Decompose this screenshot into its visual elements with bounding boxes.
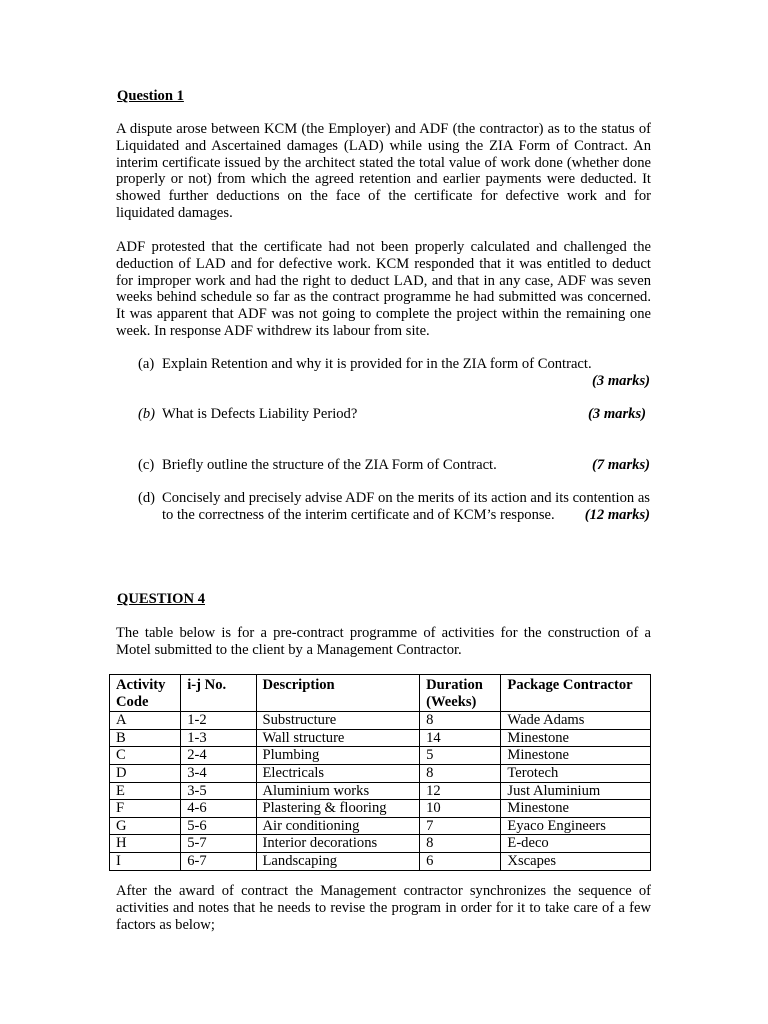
cell-description: Landscaping bbox=[256, 852, 420, 870]
question-1-paragraph-1: A dispute arose between KCM (the Employer) and ADF (the contractor) as to the status of Liquidated and Ascertained damages (LAD) while using the ZIA Form of Contract. An interim certificate issued by the architect stated the total value of work done (whether done properly or not) from which the agreed retention and earlier payments were deducted. It showed further deductions on the face of the certificate for defective work and for liquidated damages. bbox=[116, 121, 651, 221]
table-row bbox=[110, 782, 651, 800]
cell-ij: 1-3 bbox=[181, 729, 256, 747]
question-4-intro: The table below is for a pre-contract programme of activities for the construction of a Motel submitted to the client by a Management Contractor. bbox=[116, 625, 651, 658]
table-row bbox=[110, 835, 651, 853]
cell-code: E bbox=[110, 782, 181, 800]
cell-description: Wall structure bbox=[256, 729, 420, 747]
cell-code: I bbox=[110, 852, 181, 870]
cell-duration: 8 bbox=[420, 712, 501, 730]
cell-ij: 1-2 bbox=[181, 712, 256, 730]
cell-duration: 6 bbox=[420, 852, 501, 870]
question-1-item-a bbox=[138, 356, 650, 390]
cell-ij: 6-7 bbox=[181, 852, 256, 870]
cell-ij: 5-7 bbox=[181, 835, 256, 853]
item-label: (d) bbox=[138, 490, 156, 506]
cell-code: D bbox=[110, 764, 181, 782]
cell-contractor: Eyaco Engineers bbox=[501, 817, 651, 835]
cell-duration: 14 bbox=[420, 729, 501, 747]
cell-ij: 3-5 bbox=[181, 782, 256, 800]
cell-description: Electricals bbox=[256, 764, 420, 782]
cell-contractor: E-deco bbox=[501, 835, 651, 853]
cell-contractor: Minestone bbox=[501, 729, 651, 747]
cell-contractor: Terotech bbox=[501, 764, 651, 782]
table-row bbox=[110, 852, 651, 870]
cell-ij: 3-4 bbox=[181, 764, 256, 782]
item-marks: (7 marks) bbox=[592, 457, 650, 473]
cell-contractor: Xscapes bbox=[501, 852, 651, 870]
item-text: Explain Retention and why it is provided for in the ZIA form of Contract. bbox=[162, 356, 592, 372]
cell-contractor: Minestone bbox=[501, 800, 651, 818]
header-ij-no: i-j No. bbox=[181, 675, 256, 712]
cell-code: G bbox=[110, 817, 181, 835]
cell-description: Substructure bbox=[256, 712, 420, 730]
header-package-contractor: Package Contractor bbox=[501, 675, 651, 712]
header-duration: Duration (Weeks) bbox=[420, 675, 501, 712]
item-marks: (12 marks) bbox=[584, 506, 650, 523]
question-1-item-b bbox=[138, 406, 650, 423]
cell-description: Plumbing bbox=[256, 747, 420, 765]
cell-code: C bbox=[110, 747, 181, 765]
question-1-item-c bbox=[138, 457, 650, 474]
cell-description: Aluminium works bbox=[256, 782, 420, 800]
cell-description: Air conditioning bbox=[256, 817, 420, 835]
cell-ij: 2-4 bbox=[181, 747, 256, 765]
table-row bbox=[110, 712, 651, 730]
item-text: Briefly outline the structure of the ZIA Form of Contract. bbox=[162, 457, 497, 473]
programme-table bbox=[109, 674, 651, 871]
cell-code: H bbox=[110, 835, 181, 853]
cell-contractor: Minestone bbox=[501, 747, 651, 765]
cell-duration: 7 bbox=[420, 817, 501, 835]
header-description: Description bbox=[256, 675, 420, 712]
cell-contractor: Just Aluminium bbox=[501, 782, 651, 800]
cell-ij: 4-6 bbox=[181, 800, 256, 818]
cell-description: Plastering & flooring bbox=[256, 800, 420, 818]
table-row bbox=[110, 747, 651, 765]
cell-code: A bbox=[110, 712, 181, 730]
cell-contractor: Wade Adams bbox=[501, 712, 651, 730]
item-marks: (3 marks) bbox=[592, 372, 650, 389]
item-marks: (3 marks) bbox=[588, 406, 646, 422]
item-label: (c) bbox=[138, 457, 155, 473]
cell-duration: 8 bbox=[420, 835, 501, 853]
table-row bbox=[110, 764, 651, 782]
item-text: Concisely and precisely advise ADF on the merits of its action and its contention as to the correctness of the interim certificate and of KCM’s response. bbox=[162, 490, 650, 523]
item-label: (b) bbox=[138, 406, 156, 422]
item-text: What is Defects Liability Period? bbox=[162, 406, 358, 422]
cell-duration: 8 bbox=[420, 764, 501, 782]
header-activity-code: Activity Code bbox=[110, 675, 181, 712]
cell-code: F bbox=[110, 800, 181, 818]
question-4-outro: After the award of contract the Management contractor synchronizes the sequence of activities and notes that he needs to revise the program in order for it to take care of a few factors as below; bbox=[116, 883, 651, 933]
cell-duration: 5 bbox=[420, 747, 501, 765]
cell-duration: 10 bbox=[420, 800, 501, 818]
item-label: (a) bbox=[138, 356, 155, 372]
cell-duration: 12 bbox=[420, 782, 501, 800]
cell-code: B bbox=[110, 729, 181, 747]
table-row bbox=[110, 817, 651, 835]
table-row bbox=[110, 729, 651, 747]
question-1-paragraph-2: ADF protested that the certificate had not been properly calculated and challenged the deduction of LAD and for defective work. KCM responded that it was entitled to deduct for improper work and had the right to deduct LAD, and that in any case, ADF was seven weeks behind schedule so far as the contract programme he had submitted was concerned. It was apparent that ADF was not going to complete the project within the remaining one week. In response ADF withdrew its labour from site. bbox=[116, 239, 651, 339]
question-4-heading: QUESTION 4 bbox=[117, 591, 205, 607]
question-1-item-d bbox=[138, 490, 650, 524]
question-1-heading: Question 1 bbox=[117, 88, 184, 104]
cell-ij: 5-6 bbox=[181, 817, 256, 835]
table-row bbox=[110, 800, 651, 818]
cell-description: Interior decorations bbox=[256, 835, 420, 853]
table-header-row bbox=[110, 675, 651, 712]
